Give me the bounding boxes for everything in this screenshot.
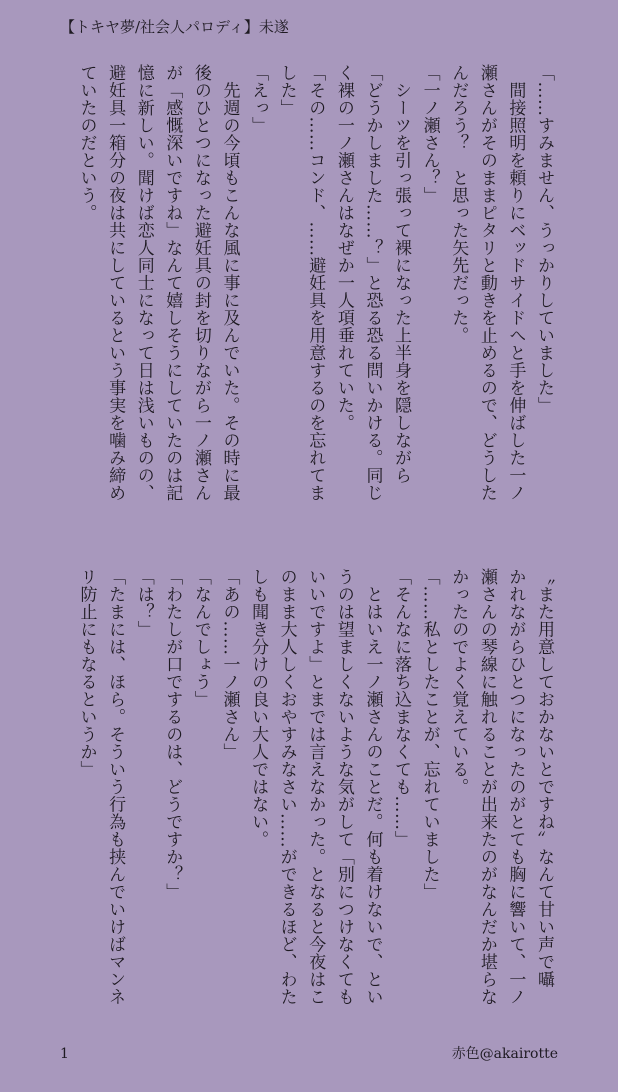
text-line: 後のひとつになった避妊具の封を切りながら一ノ瀬さん xyxy=(190,64,211,502)
text-line: のまま大人しくおやすみなさい……ができるほど、わた xyxy=(276,568,297,1006)
text-line: 「わたしが口でするのは、どうですか？」 xyxy=(162,568,183,901)
text-line: とはいえ一ノ瀬さんのことだ。何も着けないで、とい xyxy=(362,568,383,1006)
text-line: しも聞き分けの良い大人ではない。 xyxy=(248,568,269,848)
text-line: 「……私としたことが、忘れていました」 xyxy=(419,568,440,901)
text-line: 「たまには、ほら。そういう行為も挟んでいけばマンネ xyxy=(105,568,126,1006)
text-line: んだろう？ と思った矢先だった。 xyxy=(448,64,469,344)
text-line: 「なんでしょう」 xyxy=(190,568,211,708)
text-line: 瀬さんの琴線に触れることが出来たのがなんだか堪らな xyxy=(476,568,497,1006)
text-line: く裸の一ノ瀬さんはなぜか一人項垂れていた。 xyxy=(333,64,354,432)
text-line: いいですよ」とまでは言えなかった。となると今夜はこ xyxy=(305,568,326,1006)
text-line: シーツを引っ張って裸になった上半身を隠しながら xyxy=(391,64,412,484)
text-line: した」 xyxy=(276,64,297,117)
text-line: 先週の今頃もこんな風に事に及んでいた。その時に最 xyxy=(219,64,240,502)
text-line: 「は？」 xyxy=(133,568,154,638)
text-line: かれながらひとつになったのがとても胸に響いて、一ノ xyxy=(505,568,526,1006)
text-line: かったのでよく覚えている。 xyxy=(448,568,469,796)
upper-text-block xyxy=(58,64,558,530)
text-line: 避妊具一箱分の夜は共にしているという事実を噛み締め xyxy=(105,64,126,502)
text-line: リ防止にもなるというか」 xyxy=(76,568,97,778)
text-line: うのは望ましくないような気がして「別につけなくても xyxy=(333,568,354,1006)
text-line: 〝また用意しておかないとですね〟なんて甘い声で囁 xyxy=(534,568,554,988)
text-line: 「えっ」 xyxy=(248,64,269,134)
text-line: 「一ノ瀬さん？」 xyxy=(419,64,440,204)
author-credit: 赤色@akairotte xyxy=(451,1046,558,1062)
text-line: 「……すみません、うっかりしていました」 xyxy=(534,64,554,414)
text-line: ていたのだという。 xyxy=(76,64,97,222)
lower-text-block xyxy=(58,568,558,1026)
text-line: 「その……コンド、……避妊具を用意するのを忘れてま xyxy=(305,64,326,502)
text-line: が「感慨深いですね」なんて嬉しそうにしていたのは記 xyxy=(162,64,183,502)
document-title: 【トキヤ夢/社会人パロディ】未遂 xyxy=(60,18,289,36)
text-line: 「どうかしました……？」と恐る恐る問いかける。同じ xyxy=(362,64,383,502)
text-line: 「あの……一ノ瀬さん」 xyxy=(219,568,240,761)
text-line: 憶に新しい。聞けば恋人同士になって日は浅いものの、 xyxy=(133,64,154,502)
text-line: 瀬さんがそのままピタリと動きを止めるので、どうした xyxy=(476,64,497,502)
text-line: 「そんなに落ち込まなくても……」 xyxy=(391,568,412,848)
page-number: 1 xyxy=(60,1046,69,1062)
text-line: 間接照明を頼りにベッドサイドへと手を伸ばした一ノ xyxy=(505,64,526,502)
